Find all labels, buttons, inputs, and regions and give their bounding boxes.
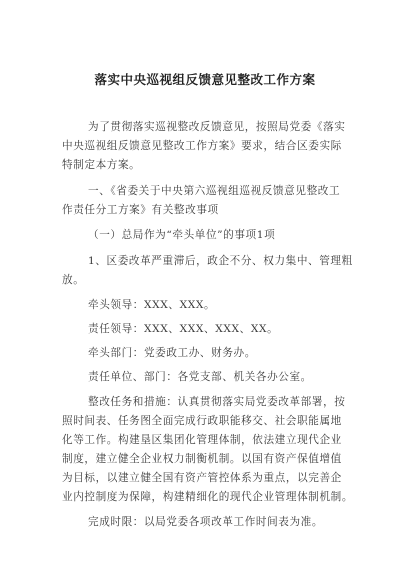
- document-title: 落实中央巡视组反馈意见整改工作方案: [94, 72, 316, 87]
- paragraph-line: 化等工作。构建垦区集团化管理体制，依法建立现代企业: [62, 434, 342, 446]
- lead-department-line: 牵头部门：党委政工办、财务办。: [88, 347, 256, 359]
- subsection-heading: （一）总局作为“牵头单位”的事项1项: [88, 229, 276, 241]
- paragraph-line: 放。: [62, 274, 85, 286]
- lead-leader-line: 牵头领导：XXX、XXX。: [88, 299, 216, 311]
- paragraph-line: 制度，建立健全企业权力制衡机制。以国有资产保值增值: [62, 453, 342, 465]
- section-heading-line: 一、《省委关于中央第六巡视组巡视反馈意见整改工: [88, 185, 341, 197]
- paragraph-line: 中央巡视组反馈意见整改工作方案》要求，结合区委实际: [62, 140, 342, 152]
- paragraph-line: 为目标，以建立健全国有资产管控体系为重点，以完善企: [62, 472, 342, 484]
- paragraph-line: 业内控制度为保障，构建精细化的现代企业管理体制机制。: [62, 491, 354, 503]
- paragraph-line: 1、区委改革严重滞后，政企不分、权力集中、管理粗: [88, 255, 353, 267]
- section-heading-line: 作责任分工方案》有关整改事项: [62, 204, 219, 216]
- paragraph-line: 为了贯彻落实巡视整改反馈意见，按照局党委《落实: [88, 121, 346, 133]
- deadline-line: 完成时限：以局党委各项改革工作时间表为准。: [88, 516, 324, 528]
- paragraph-line: 整改任务和措施：认真贯彻落实局党委改革部署，按: [88, 396, 346, 408]
- paragraph-line: 照时间表、任务图全面完成行政职能移交、社会职能属地: [62, 415, 342, 427]
- paragraph-line: 特制定本方案。: [62, 159, 141, 171]
- responsible-leader-line: 责任领导：XXX、XXX、XXX、XX。: [88, 323, 279, 335]
- responsible-unit-line: 责任单位、部门：各党支部、机关各办公室。: [88, 371, 312, 383]
